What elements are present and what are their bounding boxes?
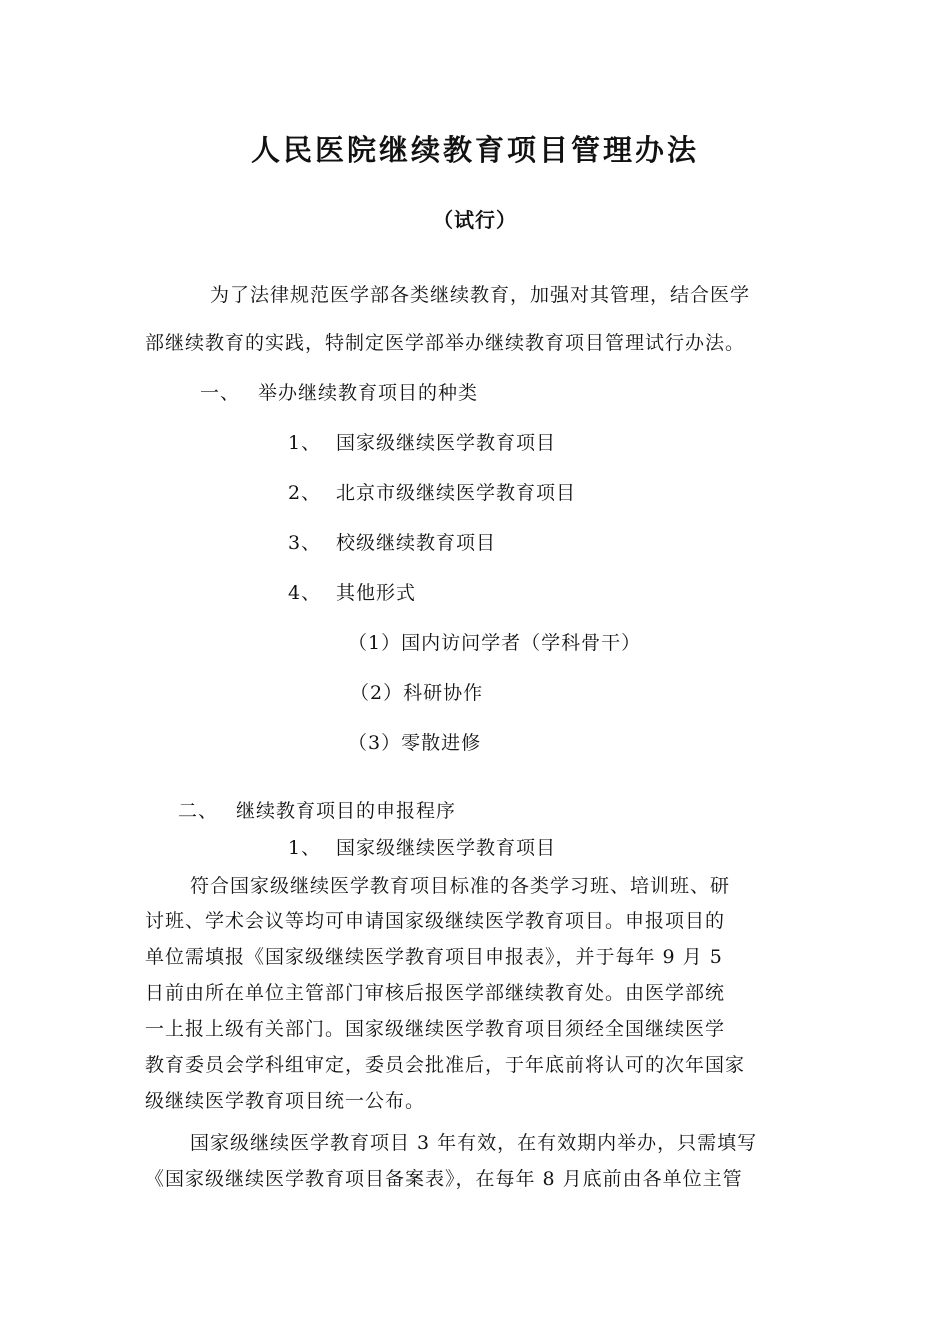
list-item-number: 3、 <box>288 532 322 554</box>
list-item-text: 国家级继续医学教育项目 <box>336 432 557 454</box>
list-item-number: 4、 <box>288 582 322 604</box>
section2-heading: 继续教育项目的申报程序 <box>236 800 457 822</box>
paragraph-line: 单位需填报《国家级继续医学教育项目申报表》，并于每年 9 月 5 <box>145 946 723 968</box>
list-item-number: 2、 <box>288 482 322 504</box>
list-item-number: 1、 <box>288 837 322 859</box>
list-item-text: 国家级继续医学教育项目 <box>336 837 557 859</box>
paragraph-line: 级继续医学教育项目统一公布。 <box>145 1090 426 1112</box>
list-item-text: 校级继续教育项目 <box>336 532 497 554</box>
list-item-text: 其他形式 <box>336 582 417 604</box>
paragraph-line: 日前由所在单位主管部门审核后报医学部继续教育处。由医学部统 <box>145 982 726 1004</box>
document-title: 人民医院继续教育项目管理办法 <box>250 133 699 167</box>
list-item-text: 北京市级继续医学教育项目 <box>336 482 577 504</box>
section1-heading: 举办继续教育项目的种类 <box>258 382 479 404</box>
list-item-number: 1、 <box>288 432 322 454</box>
paragraph-line: 教育委员会学科组审定，委员会批准后，于年底前将认可的次年国家 <box>145 1054 746 1076</box>
sub-list-item: （2）科研协作 <box>350 682 484 704</box>
intro-line: 部继续教育的实践，特制定医学部举办继续教育项目管理试行办法。 <box>145 332 746 354</box>
paragraph-line: 《国家级继续医学教育项目备案表》，在每年 8 月底前由各单位主管 <box>145 1168 743 1190</box>
intro-line: 为了法律规范医学部各类继续教育，加强对其管理，结合医学 <box>210 284 751 306</box>
sub-list-item: （3）零散进修 <box>348 732 482 754</box>
section1-number: 一、 <box>200 382 241 404</box>
paragraph-line: 一上报上级有关部门。国家级继续医学教育项目须经全国继续医学 <box>145 1018 726 1040</box>
paragraph-line: 符合国家级继续医学教育项目标准的各类学习班、培训班、研 <box>190 875 731 897</box>
paragraph-line: 国家级继续医学教育项目 3 年有效，在有效期内举办，只需填写 <box>190 1132 758 1154</box>
sub-list-item: （1）国内访问学者（学科骨干） <box>348 632 642 654</box>
paragraph-line: 讨班、学术会议等均可申请国家级继续医学教育项目。申报项目的 <box>145 910 726 932</box>
section2-number: 二、 <box>178 800 219 822</box>
document-subtitle: （试行） <box>433 208 517 232</box>
